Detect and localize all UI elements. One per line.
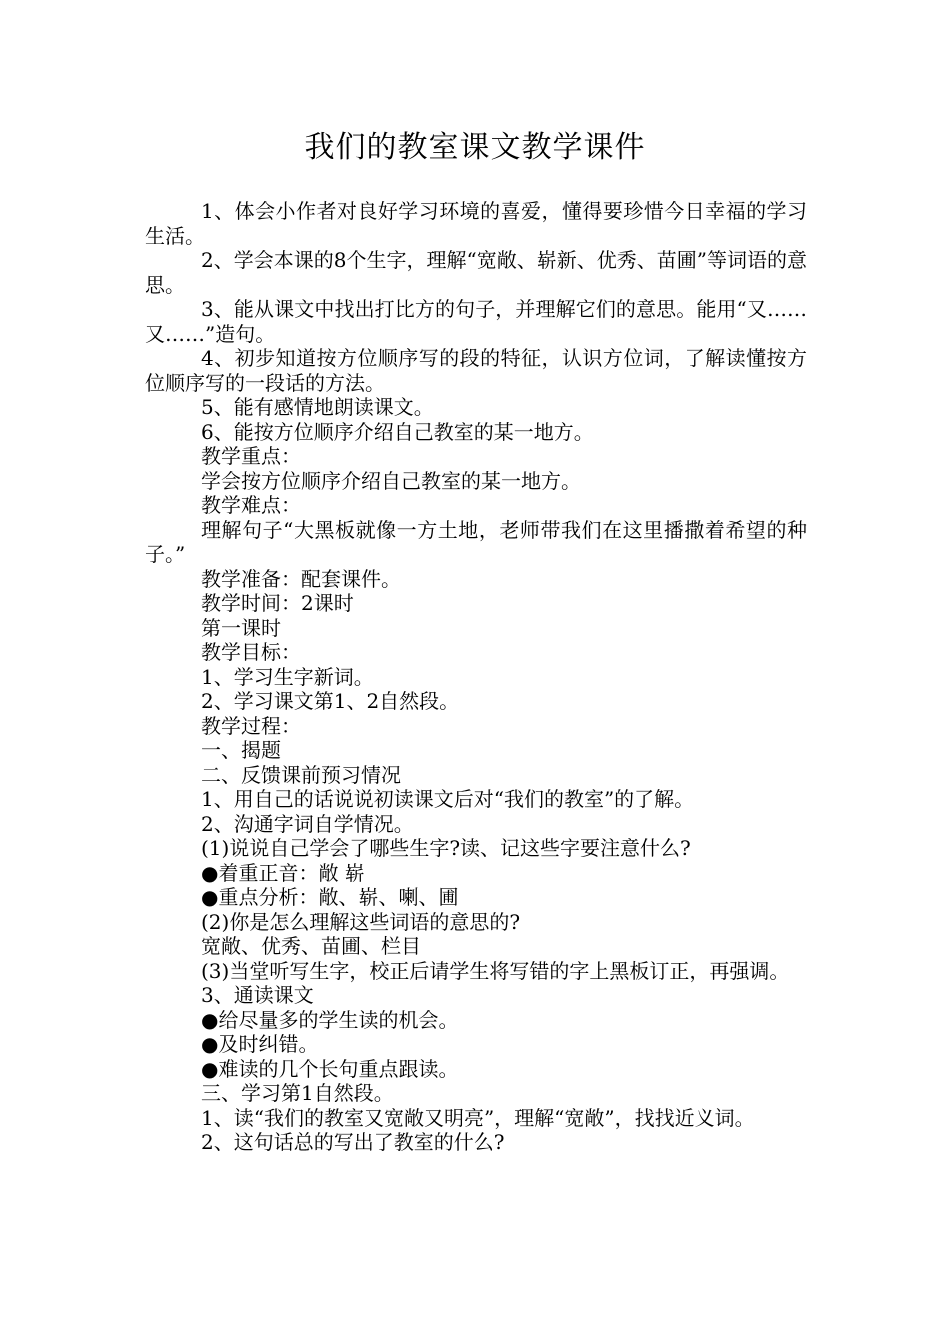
- bullet-item: ●重点分析：敞、崭、喇、圃: [201, 885, 459, 909]
- section-heading: 教学过程：: [201, 713, 301, 738]
- paragraph: 宽敞、优秀、苗圃、栏目: [201, 934, 421, 958]
- paragraph: 3、通读课文: [201, 983, 314, 1007]
- paragraph: 教学准备：配套课件。: [201, 566, 401, 591]
- paragraph: 2、这句话总的写出了教室的什么?: [201, 1130, 505, 1154]
- paragraph: 一、揭题: [201, 738, 281, 762]
- paragraph: (1)说说自己学会了哪些生字?读、记这些字要注意什么?: [201, 836, 691, 860]
- paragraph: 1、学习生字新词。: [201, 664, 374, 689]
- section-heading: 教学目标：: [201, 640, 301, 664]
- bullet-item: ●及时纠错。: [201, 1032, 319, 1056]
- paragraph: 理解句子“大黑板就像一方土地，老师带我们在这里播撒着希望的种子。”: [145, 517, 807, 566]
- paragraph: 2、学会本课的8个生字，理解“宽敞、崭新、优秀、苗圃”等词语的意思。: [145, 248, 807, 297]
- bullet-item: ●难读的几个长句重点跟读。: [201, 1056, 459, 1081]
- paragraph: 二、反馈课前预习情况: [201, 762, 401, 787]
- document-body: [145, 199, 807, 1155]
- paragraph: 5、能有感情地朗读课文。: [201, 395, 434, 419]
- paragraph: 三、学习第1自然段。: [201, 1081, 394, 1105]
- paragraph: 教学时间：2课时: [201, 591, 354, 615]
- paragraph: 1、体会小作者对良好学习环境的喜爱，懂得要珍惜今日幸福的学习生活。: [145, 199, 807, 248]
- paragraph: 2、沟通字词自学情况。: [201, 811, 414, 836]
- document-title: 我们的教室课文教学课件: [304, 130, 646, 165]
- section-heading: 教学重点：: [201, 444, 301, 468]
- paragraph: 1、用自己的话说说初读课文后对“我们的教室”的了解。: [201, 787, 695, 811]
- bullet-item: ●给尽量多的学生读的机会。: [201, 1007, 459, 1032]
- paragraph: (2)你是怎么理解这些词语的意思的?: [201, 909, 521, 934]
- section-heading: 教学难点：: [201, 493, 301, 517]
- section-heading: 第一课时: [201, 615, 281, 640]
- paragraph: 3、能从课文中找出打比方的句子，并理解它们的意思。能用“又……又……”造句。: [145, 297, 807, 346]
- bullet-item: ●着重正音：敞 崭: [201, 860, 365, 885]
- paragraph: 4、初步知道按方位顺序写的段的特征，认识方位词，了解读懂按方位顺序写的一段话的方法。: [145, 346, 807, 395]
- paragraph: 2、学习课文第1、2自然段。: [201, 689, 460, 713]
- paragraph: 学会按方位顺序介绍自己教室的某一地方。: [201, 468, 581, 493]
- paragraph: 1、读“我们的教室又宽敞又明亮”，理解“宽敞”，找找近义词。: [201, 1105, 755, 1130]
- paragraph: 6、能按方位顺序介绍自己教室的某一地方。: [201, 419, 594, 444]
- paragraph: (3)当堂听写生字，校正后请学生将写错的字上黑板订正，再强调。: [201, 958, 790, 983]
